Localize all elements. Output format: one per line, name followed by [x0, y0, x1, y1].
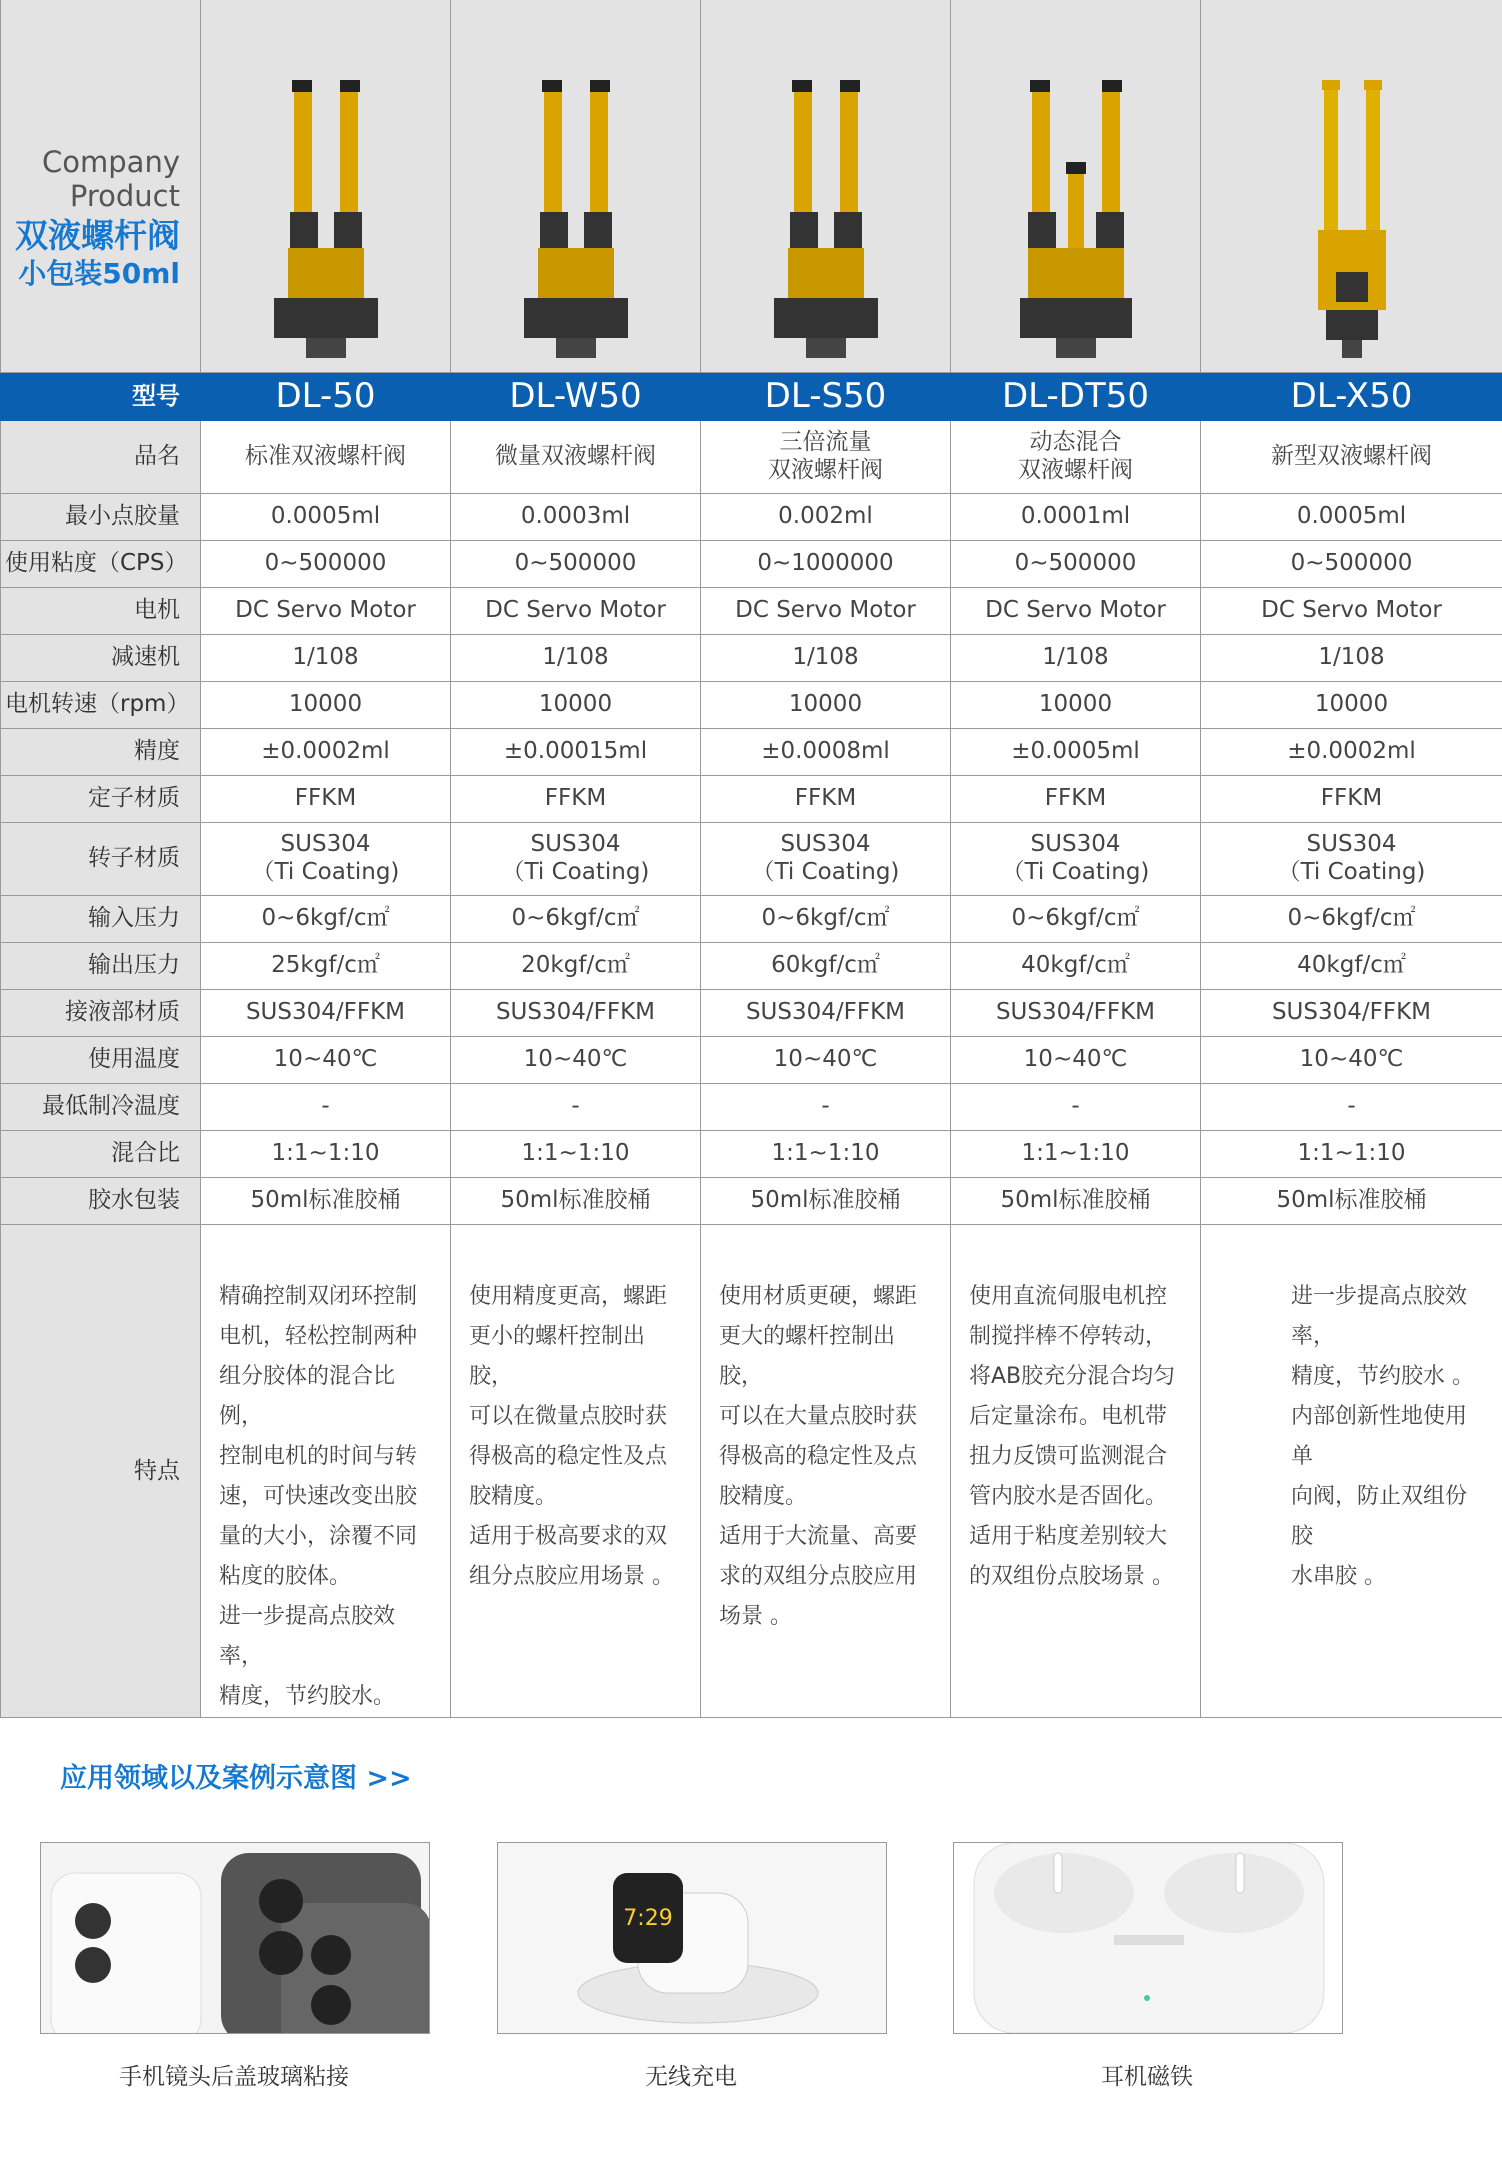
spec-value: 60kgf/c㎡ [701, 942, 951, 989]
spec-value: FFKM [1201, 775, 1502, 822]
spec-value: 10000 [951, 681, 1201, 728]
spec-row [1, 1130, 1502, 1177]
image-row [1, 0, 1502, 372]
spec-label: 转子材质 [1, 822, 201, 895]
spec-value: DC Servo Motor [951, 587, 1201, 634]
product-image-dls50 [701, 0, 951, 372]
feature-text: 使用精度更高，螺距 更小的螺杆控制出胶， 可以在微量点胶时获 得极高的稳定性及点 胶精度。 适用于极高要求的双 组分点胶应用场景 。 [451, 1224, 701, 1717]
features-row [1, 1224, 1502, 1717]
spec-value: 50ml标准胶桶 [951, 1177, 1201, 1224]
applications-title: 应用领域以及案例示意图 >> [60, 1763, 412, 1794]
spec-value: 10~40℃ [701, 1036, 951, 1083]
spec-value: 0.0005ml [201, 493, 451, 540]
spec-label: 使用粘度（CPS） [1, 540, 201, 587]
product-image-dldt50 [951, 0, 1201, 372]
spec-value: 40kgf/c㎡ [951, 942, 1201, 989]
header-cell [1, 0, 201, 372]
spec-value: 0.0005ml [1201, 493, 1502, 540]
spec-value: SUS304/FFKM [451, 989, 701, 1036]
spec-row [1, 587, 1502, 634]
spec-value: 10000 [451, 681, 701, 728]
spec-label: 使用温度 [1, 1036, 201, 1083]
product-image-dlw50 [451, 0, 701, 372]
spec-value: SUS304 （Ti Coating) [951, 822, 1201, 895]
spec-value: DC Servo Motor [701, 587, 951, 634]
spec-value: 1:1~1:10 [951, 1130, 1201, 1177]
spec-value: ±0.0002ml [201, 728, 451, 775]
spec-value: 0~6kgf/c㎡ [1201, 895, 1502, 942]
spec-value: SUS304 （Ti Coating) [1201, 822, 1502, 895]
spec-label: 品名 [1, 420, 201, 493]
spec-label: 最低制冷温度 [1, 1083, 201, 1130]
spec-value: 10000 [201, 681, 451, 728]
spec-value: SUS304/FFKM [701, 989, 951, 1036]
case-image-phone [40, 1842, 430, 2034]
spec-value: ±0.0005ml [951, 728, 1201, 775]
spec-row [1, 540, 1502, 587]
spec-value: 0~6kgf/c㎡ [201, 895, 451, 942]
spec-value: - [451, 1083, 701, 1130]
spec-value: 1:1~1:10 [701, 1130, 951, 1177]
spec-row [1, 895, 1502, 942]
spec-value: 0.002ml [701, 493, 951, 540]
spec-value: - [1201, 1083, 1502, 1130]
model-name: DL-X50 [1201, 372, 1502, 420]
wireless-charger-image [498, 1843, 886, 2033]
spec-value: 50ml标准胶桶 [451, 1177, 701, 1224]
spec-label: 精度 [1, 728, 201, 775]
spec-value: 0~500000 [451, 540, 701, 587]
spec-value: 20kgf/c㎡ [451, 942, 701, 989]
valve-image [266, 72, 386, 362]
spec-value: 10000 [701, 681, 951, 728]
spec-label: 电机转速（rpm） [1, 681, 201, 728]
valve-image [516, 72, 636, 362]
feature-text: 进一步提高点胶效率， 精度，节约胶水 。 内部创新性地使用单 向阀，防止双组份胶 水串胶 。 [1201, 1224, 1502, 1717]
feature-text: 使用直流伺服电机控 制搅拌棒不停转动， 将AB胶充分混合均匀 后定量涂布。电机带 扭力反馈可监测混合 管内胶水是否固化。 适用于粘度差别较大 的双组份点胶场景 。 [951, 1224, 1201, 1717]
spec-label: 混合比 [1, 1130, 201, 1177]
model-row [1, 372, 1502, 420]
spec-value: - [701, 1083, 951, 1130]
spec-value: 1:1~1:10 [1201, 1130, 1502, 1177]
case-image-watch [497, 1842, 887, 2034]
model-name: DL-50 [201, 372, 451, 420]
spec-value: 0.0001ml [951, 493, 1201, 540]
spec-value: FFKM [701, 775, 951, 822]
spec-value: DC Servo Motor [451, 587, 701, 634]
product-label: Product [69, 179, 180, 213]
spec-row [1, 634, 1502, 681]
earbuds-image [954, 1843, 1342, 2033]
spec-value: FFKM [451, 775, 701, 822]
spec-row [1, 775, 1502, 822]
spec-row [1, 493, 1502, 540]
spec-value: 0.0003ml [451, 493, 701, 540]
spec-row [1, 1177, 1502, 1224]
spec-value: 1/108 [201, 634, 451, 681]
spec-value: 50ml标准胶桶 [701, 1177, 951, 1224]
category-title: 双液螺杆阀 [15, 216, 180, 255]
case-caption: 手机镜头后盖玻璃粘接 [119, 2064, 349, 2090]
spec-value: 1/108 [451, 634, 701, 681]
case-image-earbuds [953, 1842, 1343, 2034]
spec-value: 动态混合 双液螺杆阀 [951, 420, 1201, 493]
category-subtitle: 小包装50ml [18, 257, 180, 290]
product-image-dl50 [201, 0, 451, 372]
spec-value: 10~40℃ [451, 1036, 701, 1083]
spec-row [1, 989, 1502, 1036]
company-label: Company [42, 145, 180, 179]
model-name: DL-DT50 [951, 372, 1201, 420]
valve-image [1011, 72, 1141, 362]
spec-label: 电机 [1, 587, 201, 634]
spec-value: ±0.00015ml [451, 728, 701, 775]
spec-value: 25kgf/c㎡ [201, 942, 451, 989]
spec-value: 0~1000000 [701, 540, 951, 587]
spec-row [1, 1083, 1502, 1130]
spec-value: 50ml标准胶桶 [1201, 1177, 1502, 1224]
phone-camera-image [41, 1843, 429, 2033]
spec-row [1, 1036, 1502, 1083]
model-name: DL-S50 [701, 372, 951, 420]
spec-value: 50ml标准胶桶 [201, 1177, 451, 1224]
spec-value: 40kgf/c㎡ [1201, 942, 1502, 989]
feature-text: 精确控制双闭环控制 电机，轻松控制两种 组分胶体的混合比例， 控制电机的时间与转 速，可快速改变出胶 量的大小，涂覆不同 粘度的胶体。 进一步提高点胶效率， 精度，节约胶水。 [201, 1224, 451, 1717]
spec-value: 10~40℃ [201, 1036, 451, 1083]
valve-image [766, 72, 886, 362]
spec-value: 1:1~1:10 [451, 1130, 701, 1177]
spec-value: 0~6kgf/c㎡ [451, 895, 701, 942]
spec-label: 接液部材质 [1, 989, 201, 1036]
spec-value: 新型双液螺杆阀 [1201, 420, 1502, 493]
spec-value: 0~500000 [201, 540, 451, 587]
case-caption: 无线充电 [645, 2064, 737, 2090]
spec-value: 10~40℃ [1201, 1036, 1502, 1083]
svg-text:7:29: 7:29 [623, 1906, 673, 1931]
spec-value: 标准双液螺杆阀 [201, 420, 451, 493]
spec-value: 0~500000 [951, 540, 1201, 587]
spec-value: ±0.0008ml [701, 728, 951, 775]
spec-value: 10~40℃ [951, 1036, 1201, 1083]
spec-row [1, 942, 1502, 989]
spec-value: SUS304/FFKM [1201, 989, 1502, 1036]
spec-value: 0~6kgf/c㎡ [701, 895, 951, 942]
model-label: 型号 [1, 372, 201, 420]
spec-label: 减速机 [1, 634, 201, 681]
spec-value: SUS304 （Ti Coating) [451, 822, 701, 895]
product-image-dlx50 [1201, 0, 1502, 372]
spec-label: 胶水包装 [1, 1177, 201, 1224]
spec-value: SUS304 （Ti Coating) [201, 822, 451, 895]
spec-label: 最小点胶量 [1, 493, 201, 540]
spec-value: DC Servo Motor [201, 587, 451, 634]
spec-value: ±0.0002ml [1201, 728, 1502, 775]
spec-value: 0~6kgf/c㎡ [951, 895, 1201, 942]
spec-label: 输入压力 [1, 895, 201, 942]
spec-value: 1/108 [1201, 634, 1502, 681]
spec-value: SUS304/FFKM [201, 989, 451, 1036]
spec-value: 微量双液螺杆阀 [451, 420, 701, 493]
spec-value: 0~500000 [1201, 540, 1502, 587]
features-label: 特点 [1, 1224, 201, 1717]
spec-value: 三倍流量 双液螺杆阀 [701, 420, 951, 493]
spec-value: FFKM [201, 775, 451, 822]
spec-row [1, 420, 1502, 493]
spec-value: 1/108 [701, 634, 951, 681]
spec-value: 1/108 [951, 634, 1201, 681]
spec-value: 1:1~1:10 [201, 1130, 451, 1177]
valve-image [1292, 72, 1412, 362]
spec-label: 输出压力 [1, 942, 201, 989]
spec-value: FFKM [951, 775, 1201, 822]
spec-row [1, 822, 1502, 895]
case-caption: 耳机磁铁 [1101, 2064, 1193, 2090]
spec-value: SUS304 （Ti Coating) [701, 822, 951, 895]
spec-value: - [201, 1083, 451, 1130]
spec-value: SUS304/FFKM [951, 989, 1201, 1036]
spec-label: 定子材质 [1, 775, 201, 822]
spec-value: DC Servo Motor [1201, 587, 1502, 634]
model-name: DL-W50 [451, 372, 701, 420]
spec-row [1, 681, 1502, 728]
spec-row [1, 728, 1502, 775]
feature-text: 使用材质更硬，螺距 更大的螺杆控制出胶， 可以在大量点胶时获 得极高的稳定性及点 胶精度。 适用于大流量、高要 求的双组分点胶应用 场景 。 [701, 1224, 951, 1717]
spec-value: - [951, 1083, 1201, 1130]
spec-value: 10000 [1201, 681, 1502, 728]
